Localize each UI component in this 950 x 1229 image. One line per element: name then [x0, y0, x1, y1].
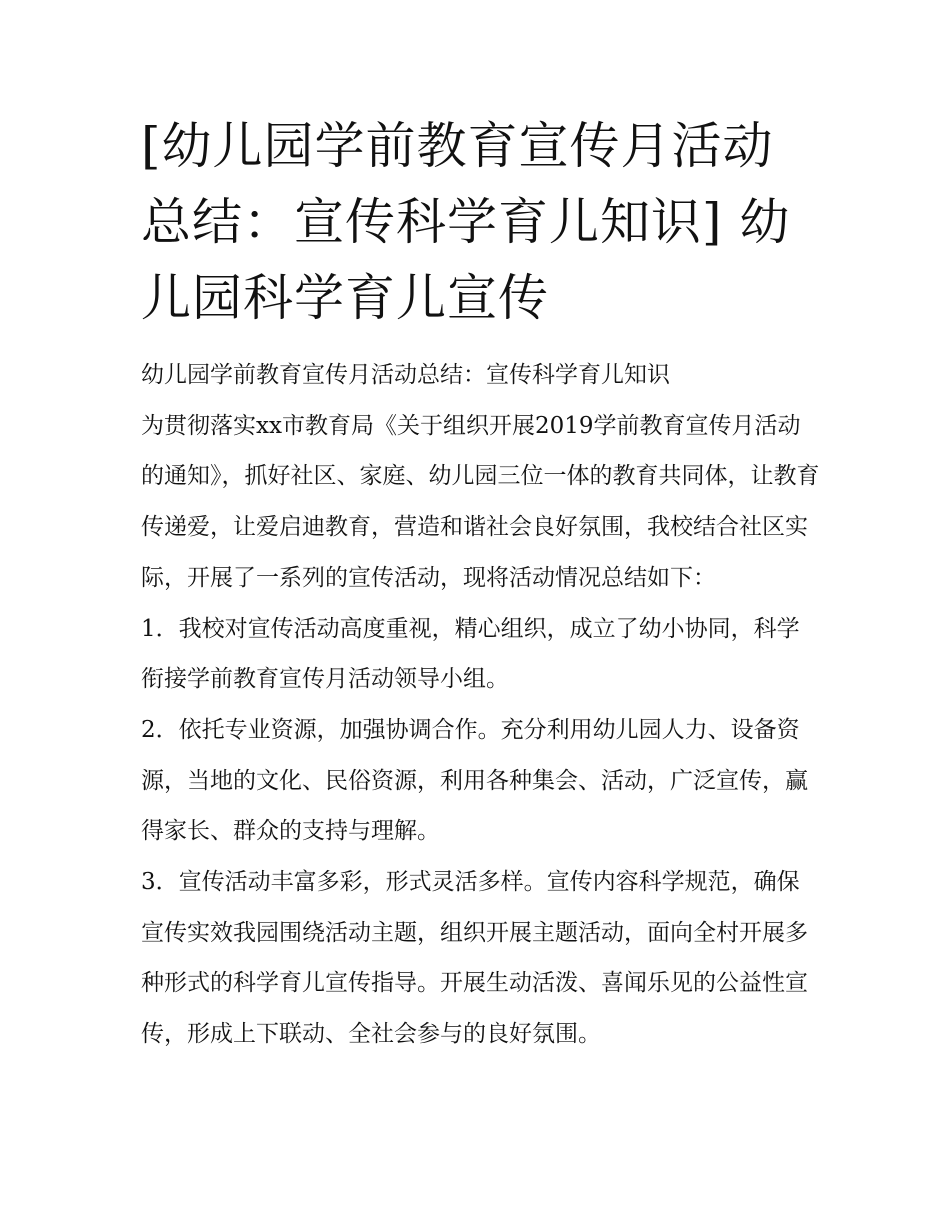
intro-paragraph: 为贯彻落实xx市教育局《关于组织开展2019学前教育宣传月活动的通知》，抓好社区、家庭、幼儿园三位一体的教育共同体，让教育传递爱，让爱启迪教育，营造和谐社会良好氛围，我校结合社区实际，开展了一系列的宣传活动，现将活动情况总结如下：	[141, 412, 820, 591]
list-item-number: 3．	[141, 869, 179, 896]
list-item-text: 我校对宣传活动高度重视，精心组织，成立了幼小协同，科学衔接学前教育宣传月活动领导小组。	[141, 615, 800, 693]
list-item-2	[141, 705, 821, 857]
document-title: [幼儿园学前教育宣传月活动总结：宣传科学育儿知识] 幼儿园科学育儿宣传	[141, 117, 791, 327]
list-item-1	[141, 604, 821, 705]
list-item-text: 宣传活动丰富多彩，形式灵活多样。宣传内容科学规范，确保宣传实效我园围绕活动主题，组织开展主题活动，面向全村开展多种形式的科学育儿宣传指导。开展生动活泼、喜闻乐见的公益性宣传，形成上下联动、全社会参与的良好氛围。	[141, 869, 808, 1048]
list-item-3	[141, 857, 821, 1060]
document-body	[141, 108, 821, 1060]
list-item-number: 1．	[141, 615, 179, 642]
document-subtitle: 幼儿园学前教育宣传月活动总结：宣传科学育儿知识	[141, 362, 670, 388]
list-item-number: 2．	[141, 716, 179, 743]
list-item-text: 依托专业资源，加强协调合作。充分利用幼儿园人力、设备资源，当地的文化、民俗资源，利用各种集会、活动，广泛宣传，赢得家长、群众的支持与理解。	[141, 716, 808, 845]
